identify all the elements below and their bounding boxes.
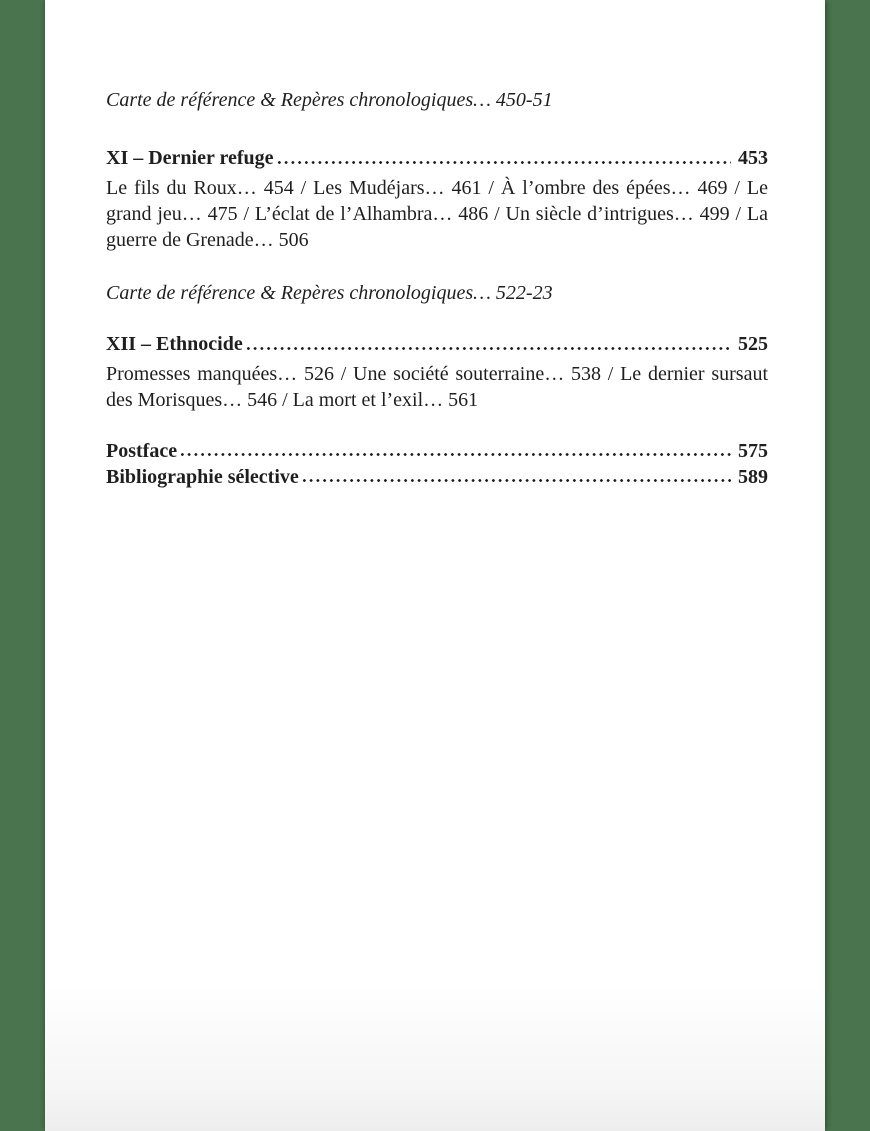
chapter-xii-page-number: 525: [738, 333, 768, 355]
dot-leader: [301, 477, 731, 484]
chapter-xi-page-number: 453: [738, 147, 768, 169]
postface-title: Postface: [106, 440, 178, 462]
bibliography-title: Bibliographie sélective: [106, 466, 299, 488]
chapter-xi-title: XI – Dernier refuge: [106, 147, 274, 169]
chapter-xi-sections: Le fils du Roux… 454 / Les Mudéjars… 461 / À l’ombre des épées… 469 / Le grand jeu… 475 / L’éclat de l’Alhambra… 486 / Un siècle d’intrigues… 499 / La guerre de Grenade… 506: [106, 177, 768, 251]
reference-note-top: Carte de référence & Repères chronologiques… 450-51: [106, 89, 553, 111]
chapter-xii-title: XII – Ethnocide: [106, 333, 243, 355]
toc-entry-postface: [106, 438, 768, 464]
toc-entry-chapter-xii: [106, 330, 768, 413]
postface-page-number: 575: [738, 440, 768, 462]
dot-leader: [179, 451, 731, 458]
reference-note-middle: Carte de référence & Repères chronologiques… 522-23: [106, 282, 553, 304]
chapter-xi-title-line: [106, 144, 768, 172]
book-page: [45, 0, 825, 1131]
toc-entry-chapter-xi: [106, 144, 768, 253]
chapter-xii-title-line: [106, 330, 768, 358]
dot-leader: [276, 159, 731, 166]
toc-entry-bibliography: [106, 464, 768, 490]
table-of-contents: [45, 0, 825, 490]
bibliography-page-number: 589: [738, 466, 768, 488]
dot-leader: [245, 345, 731, 352]
backmatter-entries: [106, 438, 768, 490]
chapter-xii-sections: Promesses manquées… 526 / Une société souterraine… 538 / Le dernier sursaut des Morisques… 546 / La mort et l’exil… 561: [106, 363, 768, 411]
